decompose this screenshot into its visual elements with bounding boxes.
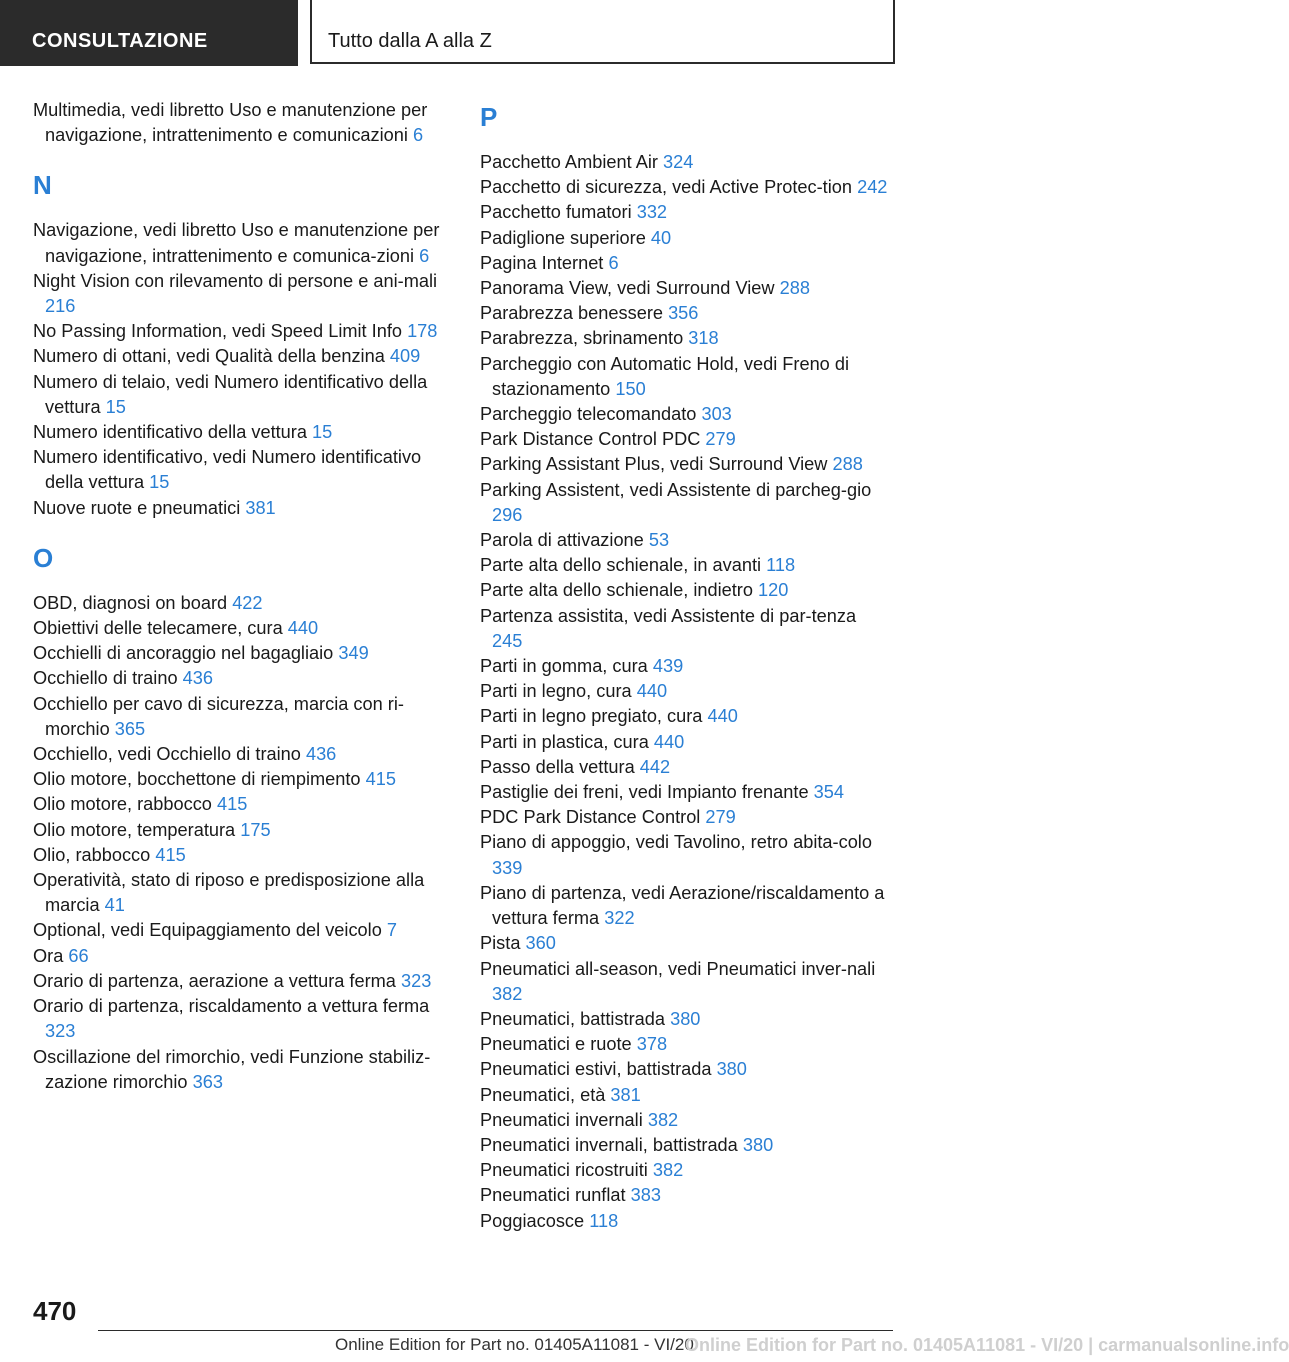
page-link[interactable]: 279 — [705, 429, 736, 450]
index-entry — [33, 969, 453, 994]
index-entry-text: Olio motore, rabbocco — [33, 794, 212, 815]
page-link[interactable]: 303 — [701, 404, 732, 425]
index-letter: N — [33, 170, 52, 201]
index-entry — [480, 175, 890, 200]
index-entry — [480, 1057, 890, 1082]
index-entry — [480, 301, 890, 326]
index-entry-text: Pneumatici ricostruiti — [480, 1160, 648, 1181]
index-entry — [33, 944, 453, 969]
index-entry — [480, 528, 890, 553]
page-header — [0, 0, 960, 66]
index-entry-text: Poggiacosce — [480, 1210, 585, 1231]
index-entry — [33, 994, 453, 1044]
page-link[interactable]: 288 — [779, 278, 810, 299]
index-entry — [480, 830, 890, 880]
index-entry-text: Pastiglie dei freni, vedi Impianto frenante — [480, 782, 809, 803]
page-link[interactable]: 150 — [615, 378, 646, 399]
index-entry-text: Parking Assistent, vedi Assistente di parcheg-gio — [480, 479, 872, 500]
index-entry-text: Occhiello, vedi Occhiello di traino — [33, 744, 301, 765]
page-link[interactable]: 322 — [604, 908, 635, 929]
index-entry-text: Pneumatici all-season, vedi Pneumatici inver-nali — [480, 958, 876, 979]
index-entry — [33, 666, 453, 691]
index-entry — [33, 692, 453, 742]
page-link[interactable]: 365 — [114, 718, 146, 739]
page-link[interactable]: 409 — [389, 346, 421, 367]
page-link[interactable]: 66 — [68, 945, 89, 966]
index-entry-text: Passo della vettura — [480, 756, 635, 777]
page-link[interactable]: 296 — [492, 504, 523, 525]
index-entry-text: Parti in gomma, cura — [480, 656, 648, 677]
index-entry — [480, 1108, 890, 1133]
index-entry-text: Numero di telaio, vedi Numero identificativo della vettura — [33, 371, 428, 417]
index-entry — [480, 604, 890, 654]
index-entry-text: Orario di partenza, aerazione a vettura ferma — [33, 970, 396, 991]
page-number: 470 — [33, 1296, 77, 1326]
index-entry — [33, 344, 453, 369]
index-entry — [480, 150, 890, 175]
index-entry — [480, 654, 890, 679]
index-entry-text: Parking Assistant Plus, vedi Surround View — [480, 454, 828, 475]
index-entry-text: Pneumatici estivi, battistrada — [480, 1059, 712, 1080]
index-entry-text: Parabrezza benessere — [480, 303, 663, 324]
index-entry — [33, 641, 453, 666]
page-link[interactable]: 324 — [663, 152, 694, 172]
page-link[interactable]: 40 — [650, 227, 672, 248]
index-entry — [480, 402, 890, 427]
page-link[interactable]: 175 — [240, 819, 271, 840]
page-link[interactable]: 15 — [105, 396, 126, 417]
page-link[interactable]: 436 — [182, 668, 213, 689]
index-entry-text: Parcheggio con Automatic Hold, vedi Freno di stazionamento — [480, 353, 850, 399]
index-entry-text: Pacchetto Ambient Air — [480, 152, 658, 172]
index-entry — [480, 704, 890, 729]
index-entry — [33, 319, 453, 344]
page-link[interactable]: 382 — [652, 1160, 684, 1181]
page-link[interactable]: 415 — [155, 844, 186, 865]
page-link[interactable]: 41 — [104, 895, 125, 916]
index-entry-text: Pneumatici invernali — [480, 1109, 643, 1130]
page-link[interactable]: 382 — [492, 983, 523, 1004]
page-link[interactable]: 380 — [670, 1008, 701, 1029]
page-link[interactable]: 360 — [525, 933, 556, 954]
page-link[interactable]: 422 — [232, 592, 263, 613]
index-entry — [33, 269, 453, 319]
index-entry-text: Ora — [33, 945, 64, 966]
index-entry-text: Parcheggio telecomandato — [480, 404, 697, 425]
index-entry — [33, 616, 453, 641]
page-link[interactable]: 442 — [639, 756, 671, 777]
index-entry — [33, 792, 453, 817]
index-entry-text: Operatività, stato di riposo e predisposizione alla marcia — [33, 870, 425, 916]
index-entry-text: PDC Park Distance Control — [480, 807, 701, 828]
index-entry-text: Multimedia, vedi libretto Uso e manutenzione per navigazione, intrattenimento e comunicazioni — [33, 100, 428, 146]
index-entry — [480, 200, 890, 225]
index-entry — [480, 755, 890, 780]
index-entry — [480, 780, 890, 805]
index-entry — [480, 276, 890, 301]
page-link[interactable]: 6 — [608, 252, 619, 273]
index-entry-text: Pneumatici runflat — [480, 1185, 626, 1206]
index-entry-text: OBD, diagnosi on board — [33, 592, 228, 613]
page-link[interactable]: 378 — [636, 1034, 668, 1055]
index-entry — [480, 478, 890, 528]
page-link[interactable]: 118 — [766, 555, 796, 576]
page-link[interactable]: 318 — [688, 328, 719, 349]
page-link[interactable]: 7 — [386, 920, 398, 941]
page-link[interactable]: 440 — [653, 731, 685, 752]
page-link[interactable]: 288 — [832, 454, 863, 475]
page-link[interactable]: 6 — [413, 125, 424, 146]
index-entry — [33, 98, 453, 148]
page-link[interactable]: 6 — [419, 245, 430, 266]
index-entry-text: Olio motore, temperatura — [33, 819, 236, 840]
index-entry-text: Parte alta dello schienale, in avanti — [480, 555, 762, 576]
index-entry — [33, 818, 453, 843]
index-entry — [480, 1032, 890, 1057]
page-link[interactable]: 118 — [589, 1210, 619, 1231]
index-entry-text: Panorama View, vedi Surround View — [480, 278, 775, 299]
index-entry-text: Parti in legno pregiato, cura — [480, 706, 703, 727]
page-link[interactable]: 380 — [716, 1059, 747, 1080]
page-link[interactable]: 381 — [610, 1084, 641, 1105]
index-entry — [33, 868, 453, 918]
page-link[interactable]: 381 — [245, 497, 276, 518]
chapter-title: Tutto dalla A alla Z — [310, 0, 895, 64]
index-entry-text: Padiglione superiore — [480, 227, 646, 248]
index-entry — [480, 553, 890, 578]
index-entry-text: Pacchetto fumatori — [480, 202, 632, 223]
page-link[interactable]: 363 — [192, 1071, 223, 1092]
index-entry-text: Occhiello per cavo di sicurezza, marcia con ri-morchio — [33, 693, 404, 739]
page-link[interactable]: 440 — [636, 681, 668, 702]
index-entry — [33, 591, 453, 616]
index-entry — [480, 1209, 890, 1234]
page-link[interactable]: 332 — [636, 202, 668, 223]
index-entry — [480, 805, 890, 830]
index-entry-text: Parabrezza, sbrinamento — [480, 328, 684, 349]
page-link[interactable]: 415 — [217, 794, 248, 815]
index-entry-text: Olio, rabbocco — [33, 844, 151, 865]
index-letter: O — [33, 542, 54, 573]
page-link[interactable]: 439 — [652, 656, 684, 677]
index-entry-text: Piano di partenza, vedi Aerazione/riscaldamento a vettura ferma — [480, 882, 885, 929]
index-entry — [480, 957, 890, 1007]
page-link[interactable]: 15 — [149, 472, 170, 493]
watermark: Online Edition for Part no. 01405A11081 - VI/20 | carmanualsonline.info — [685, 1335, 1289, 1355]
index-entry — [480, 1133, 890, 1158]
page-link[interactable]: 15 — [312, 422, 333, 443]
index-entry — [33, 1045, 453, 1095]
page-link[interactable]: 323 — [45, 1021, 76, 1042]
index-entry-text: Pneumatici e ruote — [480, 1034, 632, 1055]
index-entry — [480, 352, 890, 402]
index-entry-text: Numero di ottani, vedi Qualità della benzina — [33, 346, 385, 367]
page-link[interactable]: 245 — [492, 630, 523, 651]
index-entry-text: Numero identificativo, vedi Numero identificativo della vettura — [33, 447, 422, 493]
index-entry — [33, 370, 453, 420]
page-link[interactable]: 440 — [287, 618, 319, 639]
index-entry — [33, 918, 453, 943]
edition-note: Online Edition for Part no. 01405A11081 - VI/20 — [335, 1335, 694, 1354]
page-link[interactable]: 436 — [305, 744, 337, 765]
page-link[interactable]: 440 — [707, 706, 738, 727]
index-column-right — [480, 98, 890, 1234]
index-entry-text: Pneumatici, battistrada — [480, 1008, 666, 1029]
index-entry — [480, 1083, 890, 1108]
index-entry — [480, 427, 890, 452]
index-entry-text: Parte alta dello schienale, indietro — [480, 580, 753, 601]
index-entry-text: Night Vision con rilevamento di persone e ani-mali — [33, 270, 438, 291]
index-letter: P — [480, 102, 498, 132]
index-entry-text: Pneumatici, età — [480, 1084, 606, 1105]
page-link[interactable]: 349 — [338, 643, 369, 664]
index-entry — [480, 578, 890, 603]
page-link[interactable]: 323 — [401, 970, 432, 991]
index-entry-text: Navigazione, vedi libretto Uso e manutenzione per navigazione, intrattenimento e comunica-zioni — [33, 220, 440, 266]
page-link[interactable]: 242 — [857, 177, 888, 198]
index-entry-text: Nuove ruote e pneumatici — [33, 497, 241, 518]
section-tab: CONSULTAZIONE — [0, 0, 298, 66]
index-column-left — [33, 98, 453, 1095]
index-entry — [33, 843, 453, 868]
index-entry-text: Orario di partenza, riscaldamento a vettura ferma — [33, 996, 430, 1017]
index-entry-text: Occhiello di traino — [33, 668, 178, 689]
page-link[interactable]: 53 — [648, 530, 670, 551]
index-entry — [33, 420, 453, 445]
page-link[interactable]: 120 — [758, 580, 789, 601]
index-entry-text: Parti in legno, cura — [480, 681, 632, 702]
index-entry — [480, 1007, 890, 1032]
index-entry — [480, 931, 890, 956]
page-link[interactable]: 383 — [630, 1185, 661, 1206]
index-entry — [33, 742, 453, 767]
page-link[interactable]: 354 — [813, 782, 844, 803]
index-entry — [33, 218, 453, 268]
page-link[interactable]: 339 — [492, 857, 523, 878]
index-entry-text: Parti in plastica, cura — [480, 731, 649, 752]
index-entry — [33, 445, 453, 495]
index-entry-text: Piano di appoggio, vedi Tavolino, retro abita-colo — [480, 832, 872, 853]
index-entry-text: Pneumatici invernali, battistrada — [480, 1134, 738, 1155]
index-entry — [33, 496, 453, 521]
index-entry-text: Pacchetto di sicurezza, vedi Active Protec-tion — [480, 177, 853, 198]
index-entry-text: No Passing Information, vedi Speed Limit Info — [33, 321, 402, 342]
page-link[interactable]: 178 — [407, 321, 438, 342]
index-entry-text: Partenza assistita, vedi Assistente di par-tenza — [480, 605, 857, 626]
page-link[interactable]: 415 — [365, 769, 396, 790]
index-entry-text: Numero identificativo della vettura — [33, 422, 307, 443]
index-entry-text: Pagina Internet — [480, 252, 604, 273]
page-link[interactable]: 216 — [45, 296, 76, 317]
index-entry — [480, 730, 890, 755]
index-entry — [480, 881, 890, 931]
index-entry — [480, 326, 890, 351]
index-entry-text: Park Distance Control PDC — [480, 429, 701, 450]
index-entry-text: Obiettivi delle telecamere, cura — [33, 618, 283, 639]
index-entry — [33, 767, 453, 792]
index-entry — [480, 1158, 890, 1183]
page-link[interactable]: 382 — [647, 1109, 679, 1130]
index-entry-text: Pista — [480, 933, 521, 954]
footer-divider — [98, 1330, 893, 1331]
index-entry-text: Occhielli di ancoraggio nel bagagliaio — [33, 643, 334, 664]
index-entry-text: Olio motore, bocchettone di riempimento — [33, 769, 361, 790]
page-link[interactable]: 380 — [742, 1134, 774, 1155]
index-entry — [480, 251, 890, 276]
index-entry — [480, 1183, 890, 1208]
index-entry-text: Oscillazione del rimorchio, vedi Funzione stabiliz-zazione rimorchio — [33, 1046, 431, 1092]
index-entry — [480, 452, 890, 477]
index-entry — [480, 679, 890, 704]
index-entry-text: Parola di attivazione — [480, 530, 644, 551]
index-entry — [480, 226, 890, 251]
page-link[interactable]: 279 — [705, 807, 736, 828]
index-entry-text: Optional, vedi Equipaggiamento del veicolo — [33, 920, 382, 941]
page-link[interactable]: 356 — [668, 303, 699, 324]
